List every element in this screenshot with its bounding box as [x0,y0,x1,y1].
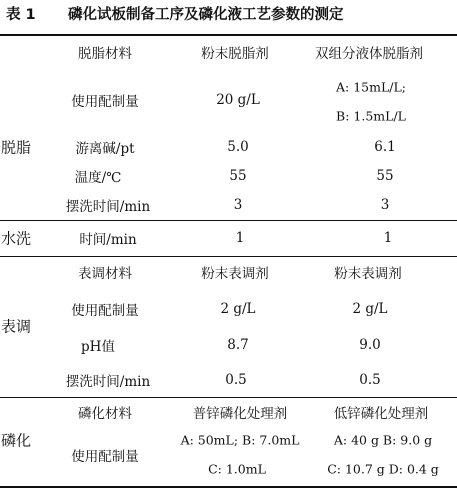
row-label: 使用配制量 [71,303,139,319]
table-cell: A: 15mL/L; [336,79,406,95]
row-label: 摆洗时间/min [65,374,151,390]
section-divider [0,397,457,398]
table-cell: 3 [233,197,243,213]
table-caption [0,2,457,28]
table-cell: A: 40 g B: 9.0 g [333,432,433,448]
table-cell: 6.1 [374,139,396,155]
table-cell: 9.0 [359,337,381,353]
table-cell: 8.7 [227,337,249,353]
section-label: 磷化 [1,431,32,450]
section-label: 水洗 [1,229,32,248]
table-cell: 粉末表调剂 [334,266,402,282]
column-header: 双组分液体脱脂剂 [315,46,423,62]
table-cell: B: 1.5mL/L [336,108,406,124]
table-cell: C: 10.7 g D: 0.4 g [327,461,439,477]
row-label: 温度/℃ [74,170,122,186]
table-cell: 55 [229,168,247,184]
table-cell: 55 [376,168,394,184]
table-cell: 2 g/L [220,301,256,317]
section-divider [0,220,457,221]
section-divider [0,256,457,257]
row-label: 磷化材料 [78,406,132,422]
column-header: 粉末脱脂剂 [201,46,269,62]
row-label: 使用配制量 [71,94,139,110]
table-cell: 低锌磷化处理剂 [333,406,429,422]
section-label: 脱脂 [1,138,32,157]
table-cell: 1 [235,230,245,246]
table-cell: C: 1.0mL [208,461,266,477]
bottom-rule [0,486,457,488]
table-cell: 1 [383,230,393,246]
table-cell: 普锌磷化处理剂 [192,406,288,422]
table-cell: 20 g/L [216,92,260,108]
section-label: 表调 [1,317,32,336]
row-label: pH值 [81,339,115,355]
column-header: 脱脂材料 [78,46,132,62]
table-cell: 粉末表调剂 [201,266,269,282]
top-rule [0,34,457,36]
row-label: 游离碱/pt [75,141,135,157]
table-cell: 2 g/L [352,301,388,317]
table-cell: 3 [380,197,390,213]
row-label: 时间/min [79,232,137,248]
table-number: 表 1 [6,7,36,23]
table-title: 磷化试板制备工序及磷化液工艺参数的测定 [68,7,344,23]
row-label: 摆洗时间/min [65,199,151,215]
table-cell: 0.5 [359,372,381,388]
row-label: 表调材料 [78,266,132,282]
table-cell: 5.0 [227,139,249,155]
row-label: 使用配制量 [71,449,139,465]
table-cell: 0.5 [225,372,247,388]
table-cell: A: 50mL; B: 7.0mL [180,432,300,448]
